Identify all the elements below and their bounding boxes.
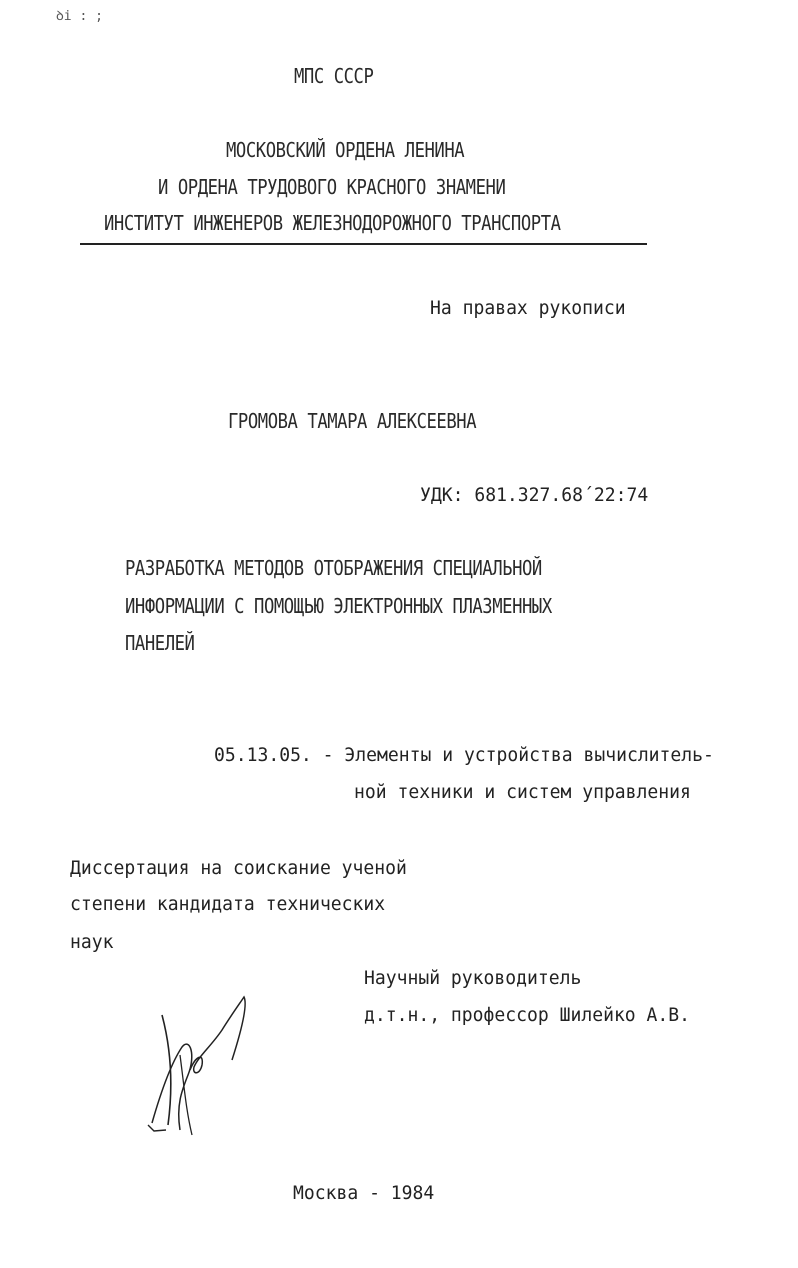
title-line-2: ИНФОРМАЦИИ С ПОМОЩЬЮ ЭЛЕКТРОННЫХ ПЛАЗМЕННЫХ: [125, 594, 552, 618]
udc-code: УДК: 681.327.68´22:74: [420, 484, 649, 506]
dissertation-line-1: Диссертация на соискание ученой: [70, 857, 407, 879]
institute-line-3: ИНСТИТУТ ИНЖЕНЕРОВ ЖЕЛЕЗНОДОРОЖНОГО ТРАНСПОРТА: [104, 211, 561, 235]
title-line-1: РАЗРАБОТКА МЕТОДОВ ОТОБРАЖЕНИЯ СПЕЦИАЛЬНОЙ: [125, 556, 542, 580]
supervisor-label: Научный руководитель: [364, 967, 582, 989]
supervisor-name: д.т.н., профессор Шилейко А.В.: [364, 1004, 691, 1026]
institute-line-2: И ОРДЕНА ТРУДОВОГО КРАСНОГО ЗНАМЕНИ: [158, 175, 506, 199]
title-line-3: ПАНЕЛЕЙ: [125, 631, 195, 655]
specialty-line-1: 05.13.05. - Элементы и устройства вычислитель-: [214, 744, 714, 766]
dissertation-line-3: наук: [70, 931, 114, 953]
handwritten-signature: [140, 995, 260, 1145]
corner-mark: ꝺi : ;: [56, 9, 103, 24]
institute-line-1: МОСКОВСКИЙ ОРДЕНА ЛЕНИНА: [226, 138, 465, 162]
ministry-heading: МПС СССР: [294, 64, 374, 88]
specialty-line-2: ной техники и систем управления: [354, 781, 691, 803]
header-divider: [80, 243, 647, 245]
manuscript-rights: На правах рукописи: [430, 297, 626, 319]
place-and-year: Москва - 1984: [293, 1182, 435, 1204]
dissertation-line-2: степени кандидата технических: [70, 893, 386, 915]
author-name: ГРОМОВА ТАМАРА АЛЕКСЕЕВНА: [228, 409, 477, 433]
